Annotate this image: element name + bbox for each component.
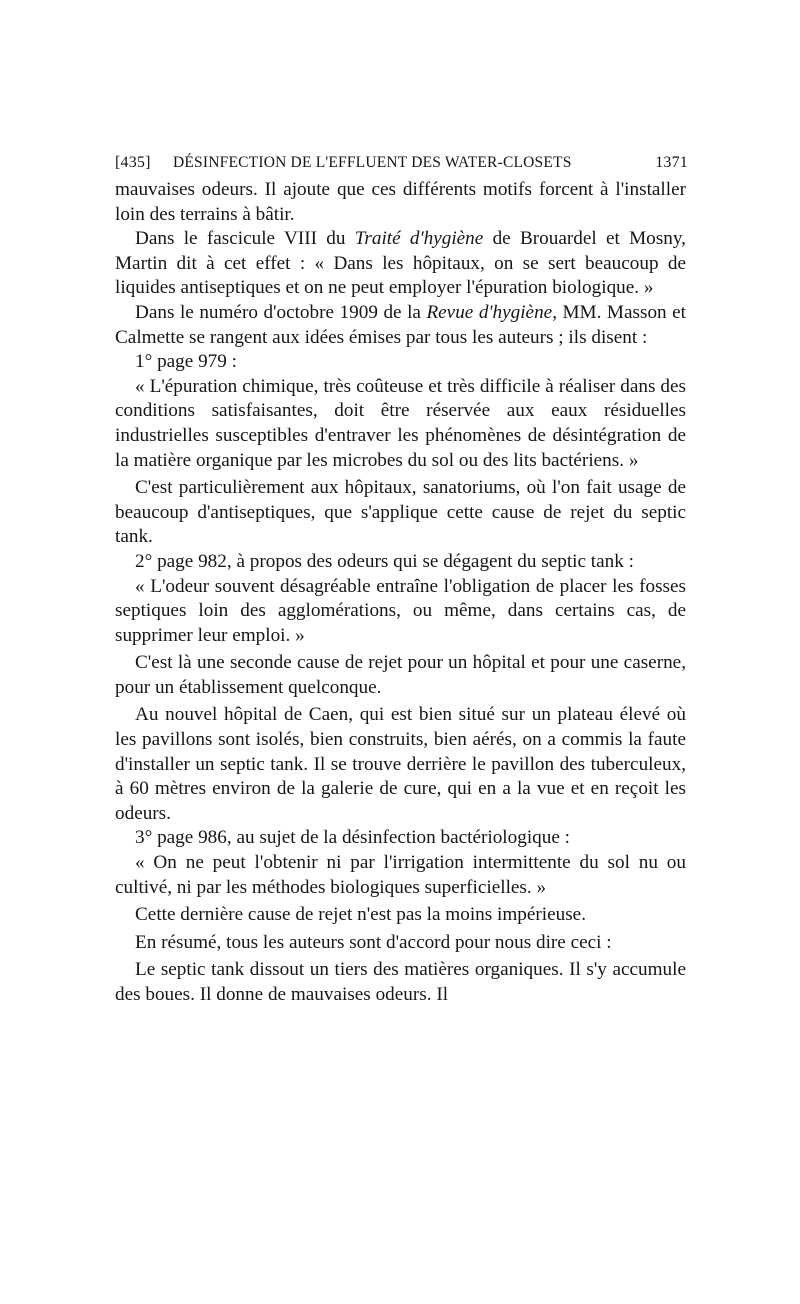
paragraph-second-cause: C'est là une seconde cause de rejet pour un hôpital et pour une caserne, pour un établissement quelconque. <box>115 652 686 698</box>
paragraph-hospitals: C'est particulièrement aux hôpitaux, sanatoriums, où l'on fait usage de beaucoup d'antiseptiques, que s'applique cette cause de rejet du septic tank. <box>115 477 686 548</box>
paragraph-septic-tank: Le septic tank dissout un tiers des matières organiques. Il s'y accumule des boues. Il donne de mauvaises odeurs. Il <box>115 959 686 1005</box>
paragraph-summary: En résumé, tous les auteurs sont d'accord pour nous dire ceci : <box>135 931 612 953</box>
paragraph-quote-2: « L'odeur souvent désagréable entraîne l'obligation de placer les fosses septiques loin des agglomérations, ou même, dans certains cas, de supprimer leur emploi. » <box>115 575 686 646</box>
journal-title: Revue d'hygiène <box>426 301 553 323</box>
paragraph-quote-3: « On ne peut l'obtenir ni par l'irrigation intermittente du sol nu ou cultivé, ni par les méthodes biologiques superficielles. » <box>115 852 686 898</box>
paragraph-point-1: 1° page 979 : <box>135 351 237 373</box>
running-title: DÉSINFECTION DE L'EFFLUENT DES WATER-CLOSETS <box>173 154 572 171</box>
book-title: Traité d'hygiène <box>354 228 484 250</box>
paragraph-point-2: 2° page 982, à propos des odeurs qui se dégagent du septic tank : <box>135 550 634 572</box>
text-run: Dans le fascicule VIII du <box>135 228 355 250</box>
paragraph-continuation: mauvaises odeurs. Il ajoute que ces différents motifs forcent à l'installer loin des terrains à bâtir. <box>115 179 686 225</box>
text-run: , MM. Masson et Calmette se rangent aux idées émises par tous les auteurs ; ils disent : <box>115 301 686 348</box>
paragraph-brouardel <box>115 227 686 301</box>
text-run: de Brouardel et Mosny, Martin dit à cet effet : « Dans les hôpitaux, on se sert beaucoup de liquides antiseptiques et on ne peut employer l'épuration biologique. » <box>115 228 686 299</box>
paragraph-caen: Au nouvel hôpital de Caen, qui est bien situé sur un plateau élevé où les pavillons sont isolés, bien construits, bien aérés, on a commis la faute d'installer un septic tank. Il se trouve derrière le pavillon des tuberculeux, à 60 mètres environ de la galerie de cure, qui en a la vue et en reçoit les odeurs. <box>115 704 686 824</box>
text-run: Dans le numéro d'octobre 1909 de la <box>135 301 427 323</box>
paragraph-quote-1: « L'épuration chimique, très coûteuse et très difficile à réaliser dans des conditions satisfaisantes, doit être réservée aux eaux résiduelles industrielles susceptibles d'entraver les phénomènes de désintégration de la matière organique par les microbes du sol ou des lits bactériens. » <box>115 375 686 471</box>
book-page <box>115 148 686 1008</box>
section-number: [435] <box>115 154 151 171</box>
paragraph-point-3: 3° page 986, au sujet de la désinfection bactériologique : <box>135 827 570 849</box>
paragraph-revue <box>115 301 686 350</box>
paragraph-last-cause: Cette dernière cause de rejet n'est pas la moins impérieuse. <box>135 904 586 926</box>
page-number: 1371 <box>655 154 688 171</box>
body-text <box>115 178 686 1008</box>
running-head <box>115 148 686 178</box>
